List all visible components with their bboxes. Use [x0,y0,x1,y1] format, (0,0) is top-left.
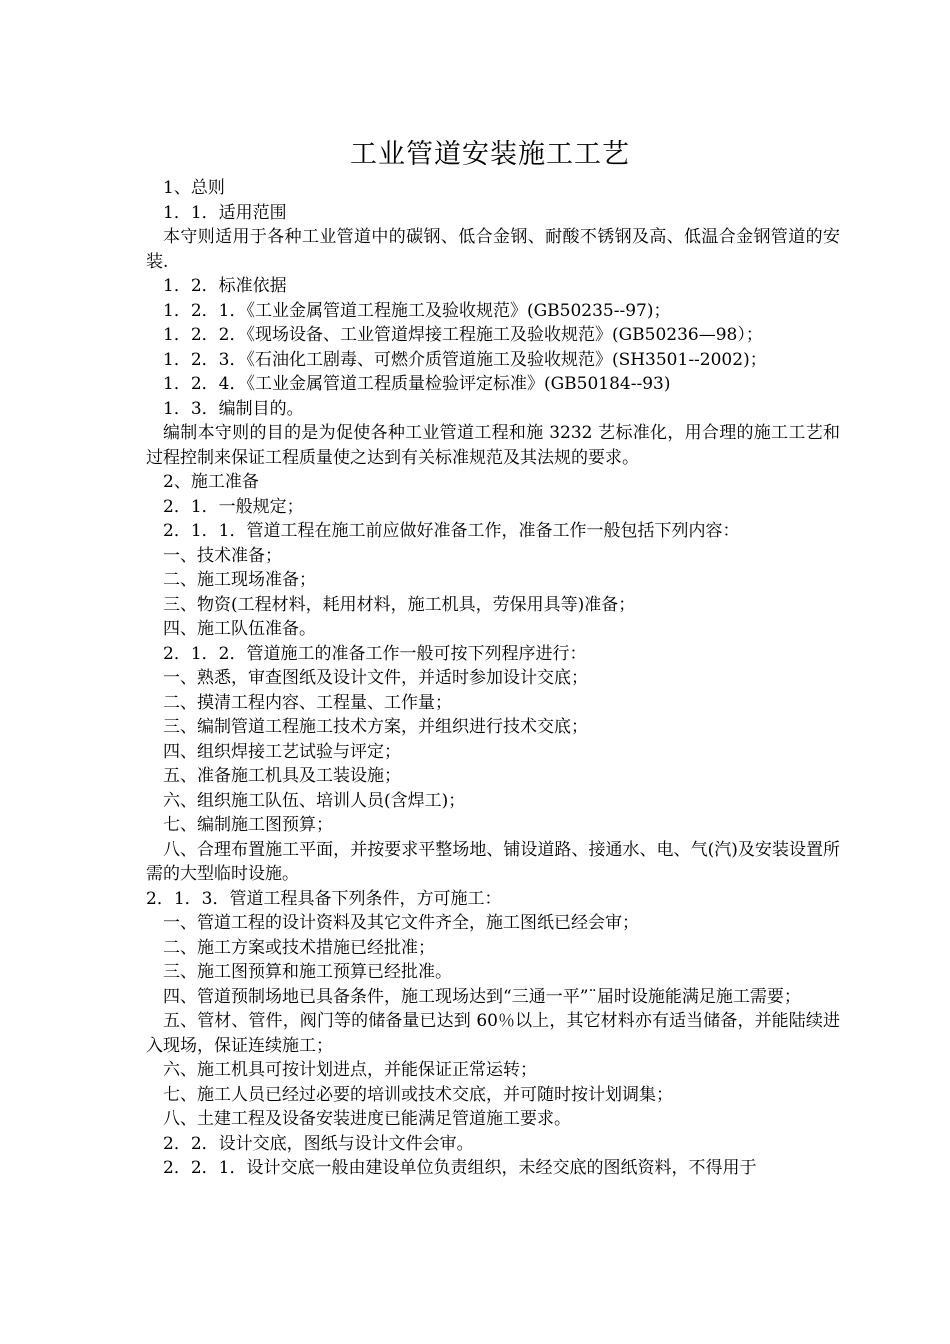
list-item: 三、编制管道工程施工技术方案，并组织进行技术交底； [163,717,588,737]
clause: 2．1．1．管道工程在施工前应做好准备工作，准备工作一般包括下列内容： [163,521,740,541]
list-item: 三、施工图预算和施工预算已经批准。 [163,962,452,982]
standard-item: 1．2．3．《石油化工剧毒、可燃介质管道施工及验收规范》(SH3501--2002)； [163,349,767,370]
list-item: 七、施工人员已经过必要的培训或技术交底，并可随时按计划调集； [163,1084,673,1105]
standard-item: 1．2．1．《工业金属管道工程施工及验收规范》(GB50235--97)； [163,300,671,321]
list-item: 四、组织焊接工艺试验与评定； [163,741,401,762]
list-item: 三、物资(工程材料，耗用材料，施工机具，劳保用具等)准备； [163,594,636,615]
document-title: 工业管道安装施工工艺 [350,139,630,170]
clause: 2．1．3．管道工程具备下列条件，方可施工： [146,888,502,909]
list-item: 一、技术准备； [163,545,282,566]
subsection-heading: 1．2．标准依据 [163,276,287,296]
subsection-heading: 1．3．编制目的。 [163,398,304,419]
section-heading: 2、施工准备 [163,472,259,492]
list-item: 二、施工现场准备； [163,570,316,590]
list-item: 七、编制施工图预算； [163,815,333,835]
list-item: 四、施工队伍准备。 [163,619,316,639]
subsection-heading: 2．1．一般规定； [163,496,304,517]
list-item: 八、土建工程及设备安装进度已能满足管道施工要求。 [163,1109,571,1129]
list-item: 八、合理布置施工平面，并按要求平整场地、铺设道路、接通水、电、气(汽)及安装设置所需的大型临时设施。 [146,839,840,884]
body-paragraph: 本守则适用于各种工业管道中的碳钢、低合金钢、耐酸不锈钢及高、低温合金钢管道的安装. [146,227,840,272]
list-item: 二、施工方案或技术措施已经批准； [163,937,435,958]
clause: 2．2．1．设计交底一般由建设单位负责组织，未经交底的图纸资料，不得用于 [163,1158,757,1178]
subsection-heading: 1．1．适用范围 [163,202,287,223]
body-paragraph: 编制本守则的目的是为促使各种工业管道工程和施 3232 艺标准化，用合理的施工工艺和过程控制来保证工程质量使之达到有关标准规范及其法规的要求。 [146,423,840,468]
document-body [146,176,840,1181]
list-item: 五、准备施工机具及工装设施； [163,766,401,786]
subsection-heading: 2．2．设计交底，图纸与设计文件会审。 [163,1133,474,1154]
list-item: 六、施工机具可按计划进点，并能保证正常运转； [163,1060,537,1080]
list-item: 一、熟悉，审查图纸及设计文件，并适时参加设计交底； [163,668,588,688]
clause: 2．1．2．管道施工的准备工作一般可按下列程序进行： [163,643,587,664]
list-item: 四、管道预制场地已具备条件，施工现场达到“三通一平”¨届时设施能满足施工需要； [163,986,801,1007]
list-item: 五、管材、管件，阀门等的储备量已达到 60％以上，其它材料亦有适当储备，并能陆续进入现场，保证连续施工； [146,1011,840,1056]
list-item: 二、摸清工程内容、工程量、工作量； [163,692,452,713]
standard-item: 1．2．4．《工业金属管道工程质量检验评定标准》(GB50184--93) [163,374,671,394]
list-item: 六、组织施工队伍、培训人员(含焊工)； [163,790,466,811]
list-item: 一、管道工程的设计资料及其它文件齐全，施工图纸已经会审； [163,913,639,933]
section-heading: 1、总则 [163,178,225,198]
standard-item: 1．2．2．《现场设备、工业管道焊接工程施工及验收规范》(GB50236—98）； [163,325,763,345]
